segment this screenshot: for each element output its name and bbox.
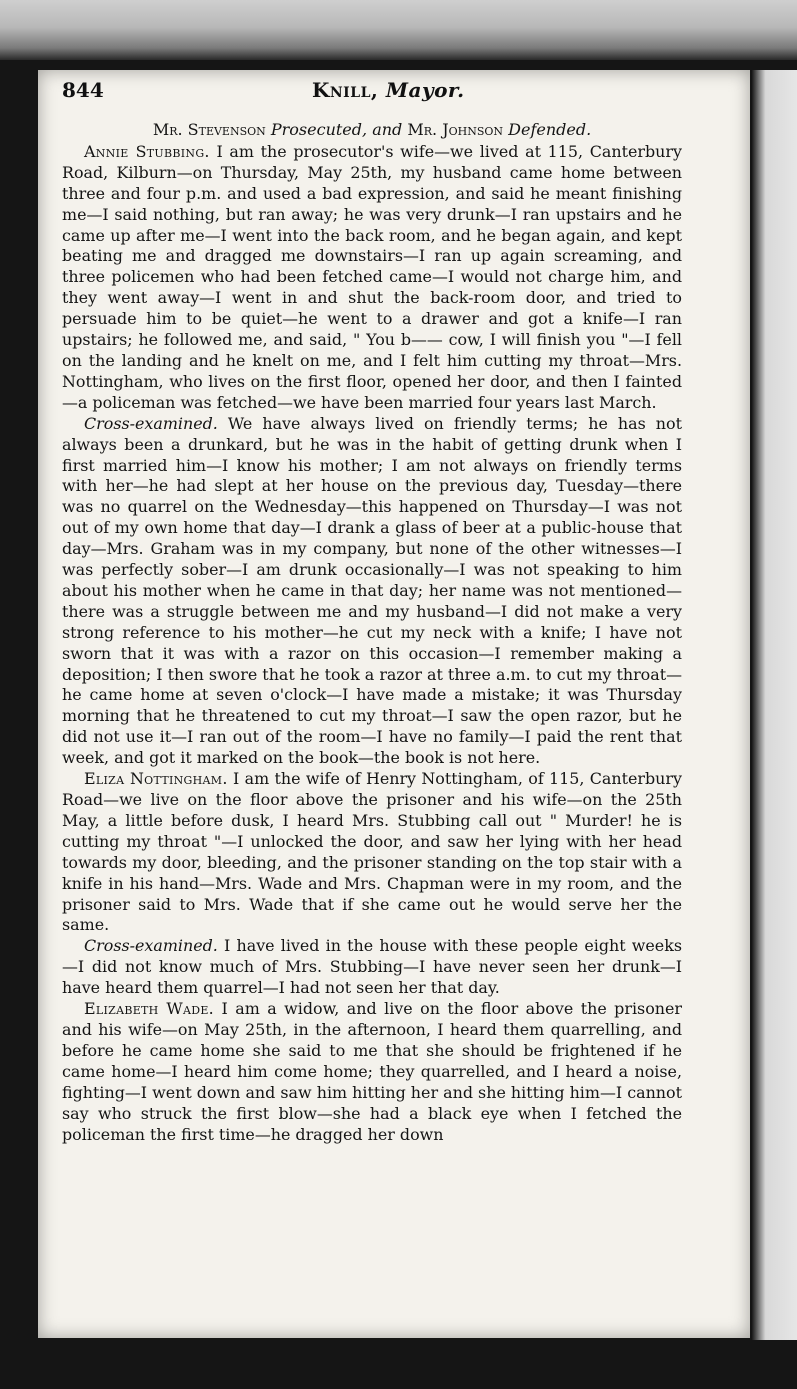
witness-name: Elizabeth Wade.: [84, 999, 215, 1019]
page-number: 844: [62, 78, 104, 102]
testimony-paragraph: [62, 414, 682, 769]
scan-top-edge: [0, 0, 797, 60]
defended-word: Defended.: [508, 120, 592, 139]
prosecuted-word: Prosecuted,: [270, 120, 368, 139]
running-head: [312, 78, 465, 102]
cross-examined-label: Cross-examined.: [84, 936, 218, 956]
testimony-paragraph: [62, 769, 682, 936]
and-word: and: [372, 120, 403, 139]
testimony-text: I have lived in the house with these people eight weeks—I did not know much of Mrs. Stubbing—I have never seen her drunk—I have heard them quarrel—I had not seen her that day.: [62, 936, 682, 998]
defender-name: Mr. Johnson: [407, 120, 504, 139]
testimony-paragraph: [62, 936, 682, 999]
testimony-text: We have always lived on friendly terms; he has not always been a drunkard, but he was in the habit of getting drunk when I first married him—I know his mother; I am not always on friendly terms with her—he had slept at her house on the previous day, Tuesday—there was no quarrel on the Wednesday—this happened on Thursday—I was not out of my own home that day—I drank a glass of beer at a public-house that day—Mrs. Graham was in my company, but none of the other witnesses—I was perfectly sober—I am drunk occasionally—I was not speaking to him about his mother when he came in that day; her name was not mentioned—there was a struggle between me and my husband—I did not make a very strong reference to his mother—he cut my neck with a knife; I have not sworn that it was with a razor on this occasion—I remember making a deposition; I then swore that he took a razor at three a.m. to cut my throat—he came home at seven o'clock—I have made a mistake; it was Thursday morning that he threatened to cut my throat—I saw the open razor, but he did not use it—I ran out of the room—I have no family—I paid the rent that week, and got it marked on the book—the book is not here.: [62, 413, 682, 768]
testimony-text: I am a widow, and live on the floor above the prisoner and his wife—on May 25th, in the afternoon, I heard them quarrelling, and before he came home she said to me that she should be frightened if he came home—I heard him come home; they quarrelled, and I heard a noise, fighting—I went down and saw him hitting her and she hitting him—I cannot say who struck the first blow—she had a black eye when I fetched the policeman the first time—he dragged her down: [62, 999, 682, 1144]
cross-examined-label: Cross-examined.: [84, 413, 218, 433]
case-title: [62, 120, 682, 141]
scan-right-edge: [752, 70, 797, 1340]
page-body: [62, 120, 682, 1145]
running-head-title: Mayor.: [385, 78, 465, 102]
testimony-text: I am the prosecutor's wife—we lived at 115, Canterbury Road, Kilburn—on Thursday, May 25th, my husband came home between three and four p.m. and used a bad expression, and said he meant finishing me—I said nothing, but ran away; he was very drunk—I ran upstairs and he came up after me—I went into the back room, and he began again, and kept beating me and dragged me downstairs—I ran up again screaming, and three policemen who had been fetched came—I would not charge him, and they went away—I went in and shut the back-room door, and tried to persuade him to be quiet—he went to a drawer and got a knife—I ran upstairs; he followed me, and said, " You b—— cow, I will finish you "—I fell on the landing and he knelt on me, and I felt him cutting my throat—Mrs. Nottingham, who lives on the first floor, opened her door, and then I fainted—a policeman was fetched—we have been married four years last March.: [62, 141, 682, 412]
testimony-paragraph: [62, 999, 682, 1145]
prosecutor-name: Mr. Stevenson: [152, 120, 266, 139]
testimony-paragraph: [62, 142, 682, 414]
page-header: [62, 78, 682, 108]
running-head-name: Knill,: [312, 78, 379, 102]
witness-name: Annie Stubbing.: [84, 141, 210, 161]
testimony-text: I am the wife of Henry Nottingham, of 115, Canterbury Road—we live on the floor above the prisoner and his wife—on the 25th May, a little before dusk, I heard Mrs. Stubbing call out " Murder! he is cutting my throat "—I unlocked the door, and saw her lying with her head towards my door, bleeding, and the prisoner standing on the top stair with a knife in his hand—Mrs. Wade and Mrs. Chapman were in my room, and the prisoner said to Mrs. Wade that if she came out he would serve her the same.: [62, 769, 682, 935]
witness-name: Eliza Nottingham.: [84, 769, 228, 789]
